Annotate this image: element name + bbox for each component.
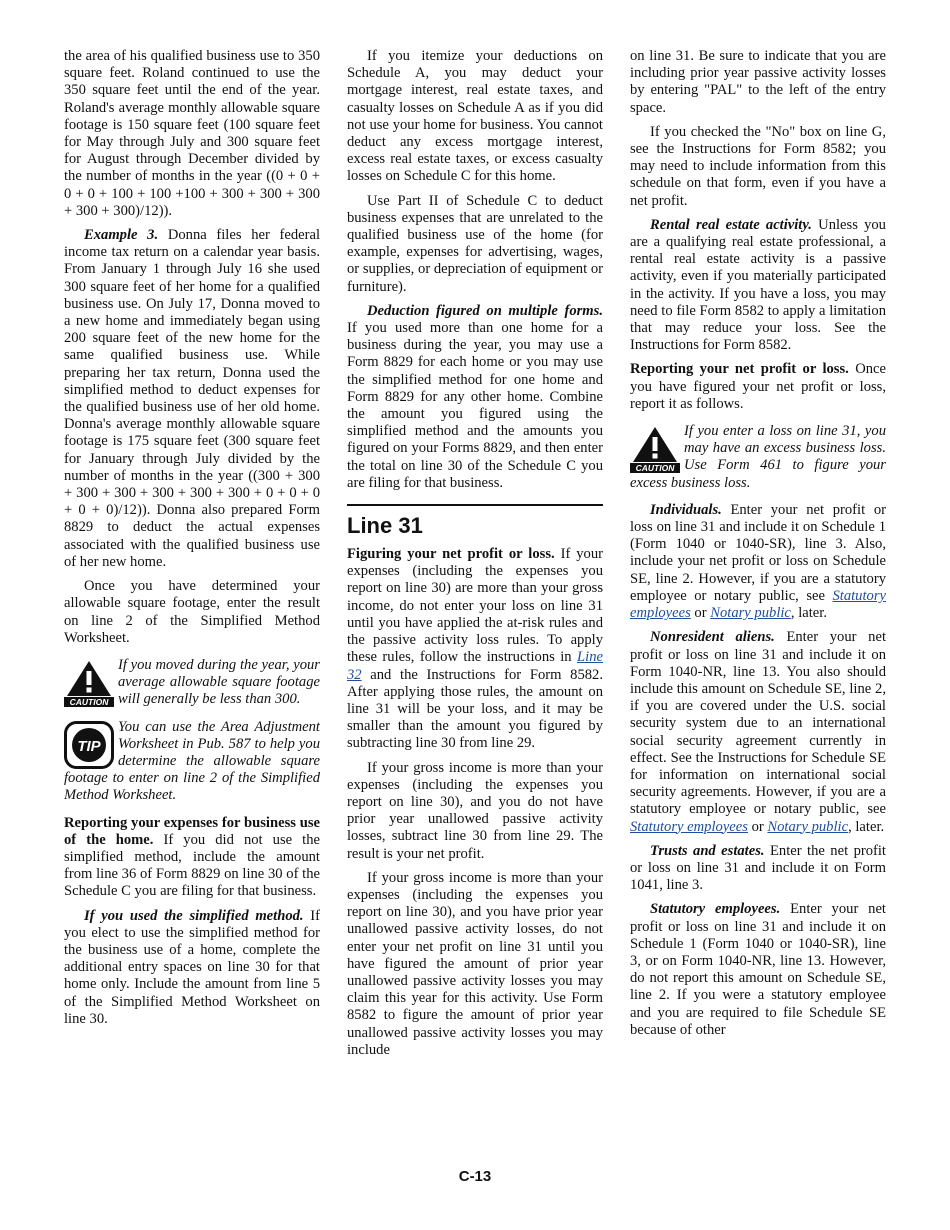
- caution-text: If you moved during the year, your average allowable square footage will generally be less than 300.: [118, 656, 320, 708]
- individuals-paragraph: Individuals. Enter your net profit or loss on line 31 and include it on Schedule 1 (Form 1040 or 1040-SR), line 3. Also, include your net profit or loss on Schedule SE, line 2. However, if you are a statutory employee or notary public, see Statutory employees or Notary public, later.: [630, 501, 886, 622]
- paragraph: If you itemize your deductions on Schedule A, you may deduct your mortgage interest, real estate taxes, and casualty losses on Schedule A as if you did not use your home for business. You cannot deduct any excess mortgage interest, excess real estate taxes, or excess casualty losses on Schedule C for this home.: [347, 48, 603, 185]
- statutory-employees-paragraph: Statutory employees. Enter your net profit or loss on line 31 and include it on Schedule 1 (Form 1040 or 1040-SR), line 3, or on Form 1040-NR, line 13. However, do not report this amount on Schedule SE, line 2. If you were a statutory employee and you are required to file Schedule SE because of other: [630, 901, 886, 1038]
- caution-note: [64, 657, 320, 709]
- statutory-employees-heading: Statutory employees.: [650, 901, 781, 918]
- caution-icon: [630, 425, 680, 473]
- caution-icon: [64, 659, 114, 707]
- column-1: [64, 48, 320, 1035]
- nonresident-aliens-paragraph: Nonresident aliens. Enter your net profit or loss on line 31 and include it on Form 1040-NR, line 13. You also should include this amount on Schedule SE, line 2, if you are covered under the U.S. social security system due to an international social security agreement currently in effect. See the Instructions for Schedule SE for information on international social security agreements. However, if you are a statutory employee or notary public, see Statutory employees or Notary public, later.: [630, 629, 886, 835]
- paragraph: on line 31. Be sure to indicate that you are including prior year passive activity losses by entering "PAL" to the left of the entry space.: [630, 48, 886, 116]
- notary-public-link[interactable]: Notary public: [710, 605, 791, 622]
- statutory-employees-link[interactable]: Statutory employees: [630, 587, 886, 622]
- nonresident-aliens-heading: Nonresident aliens.: [650, 629, 775, 646]
- caution-text: If you enter a loss on line 31, you may have an excess business loss. Use Form 461 to figure your excess business loss.: [630, 423, 886, 491]
- paragraph: Use Part II of Schedule C to deduct business expenses that are unrelated to the qualified business use of the home (for example, expenses for advertising, wages, or supplies, or depreciation of equipment or furniture).: [347, 192, 603, 295]
- tip-note: [64, 719, 320, 805]
- paragraph: If you checked the "No" box on line G, see the Instructions for Form 8582; you may need to include information from this schedule on that form, even if you have a net profit.: [630, 123, 886, 209]
- figuring-net-profit-paragraph: Figuring your net profit or loss. If your expenses (including the expenses you report on line 30) are more than your gross income, do not enter your loss on line 31 until you have applied the at-risk rules and the passive activity loss rules. To apply these rules, follow the instructions in Line 32 and the Instructions for Form 8582. After applying those rules, the amount on line 31 will be your loss, and it may be smaller than the amount you figured by subtracting line 30 from line 29.: [347, 546, 603, 752]
- rental-real-estate-heading: Rental real estate activity.: [650, 216, 812, 233]
- svg-text:CAUTION: CAUTION: [69, 696, 109, 707]
- caution-note: [630, 423, 886, 492]
- simplified-method-paragraph: If you used the simplified method. If you elect to use the simplified method for the business use of a home, complete the additional entry spaces on line 30 for that home only. Include the amount from line 5 of the Simplified Method Worksheet on line 30.: [64, 907, 320, 1027]
- rental-real-estate-paragraph: Rental real estate activity. Unless you are a qualifying real estate professional, a rental real estate activity is a passive activity, even if you materially participated in the activity. If you have a loss, you may need to file Form 8582 to apply a limitation that may reduce your loss. See the Instructions for Form 8582.: [630, 216, 886, 354]
- trusts-estates-heading: Trusts and estates.: [650, 842, 765, 859]
- section-title: Line 31: [347, 504, 603, 538]
- reporting-expenses-heading: Reporting your expenses for business use of the home.: [64, 814, 320, 848]
- column-3: [630, 48, 886, 1046]
- example-3-paragraph: Example 3. Donna files her federal income tax return on a calendar year basis. From January 1 through July 16 she used 300 square feet of her home for a qualified business use. On July 17, Donna moved to a new home and immediately began using 200 square feet of the new home for the same qualified business use. While preparing her tax return, Donna used the simplified method to deduct expenses for the qualified business use of her old home. Donna's average monthly allowable square footage is 175 square feet (300 square feet for January through July divided by the number of months in the year ((300 + 300 + 300 + 300 + 300 + 300 + 300 + 0 + 0 + 0 + 0 + 0)/12)). Donna also prepared Form 8829 to deduct the actual expenses associated with the qualified business use of her new home.: [64, 227, 321, 570]
- line-32-link[interactable]: Line 32: [347, 649, 603, 683]
- tip-icon: [64, 721, 114, 769]
- svg-text:CAUTION: CAUTION: [635, 463, 675, 474]
- notary-public-link[interactable]: Notary public: [767, 818, 849, 835]
- deduction-multiple-forms-paragraph: Deduction figured on multiple forms. If you used more than one home for a business during the year, you may use a Form 8829 for each home or you may use the simplified method for one home and Form 8829 for any other home. Combine the amount you figured using the simplified method and the amounts you figured on your Forms 8829, and then enter the total on line 30 of the Schedule C you are filing for that business.: [347, 302, 603, 491]
- figuring-net-profit-heading: Figuring your net profit or loss.: [347, 546, 555, 563]
- paragraph: Once you have determined your allowable square footage, enter the result on line 2 of the Simplified Method Worksheet.: [64, 578, 320, 646]
- column-2: [347, 48, 603, 1066]
- simplified-method-heading: If you used the simplified method.: [84, 907, 304, 924]
- tip-text: You can use the Area Adjustment Worksheet in Pub. 587 to help you determine the allowable square footage to enter on line 2 of the Simplified Method Worksheet.: [64, 718, 320, 804]
- paragraph: If your gross income is more than your expenses (including the expenses you report on line 30), and you have prior year unallowed passive activity losses, do not enter your net profit on line 31 until you have figured the amount of prior year unallowed passive activity losses you may claim this year for this activity. Use Form 8582 to figure the amount of prior year unallowed passive activity losses you may include: [347, 869, 603, 1058]
- svg-text:TIP: TIP: [77, 737, 101, 755]
- reporting-expenses-paragraph: Reporting your expenses for business use of the home. If you did not use the simplified method, include the amount from line 36 of Form 8829 on line 30 of the Schedule C you are filing for that business.: [64, 814, 320, 900]
- individuals-heading: Individuals.: [650, 501, 722, 518]
- paragraph: the area of his qualified business use to 350 square feet. Roland continued to use the 350 square feet until the end of the year. Roland's average monthly allowable square footage is 150 square feet (100 square feet for May through July and 300 square feet for August through December divided by the number of months in the year ((0 + 0 + 0 + 0 + 100 + 100 +100 + 300 + 300 + 300 + 300 + 300)/12)).: [64, 48, 320, 219]
- example-3-heading: Example 3.: [84, 227, 159, 244]
- reporting-net-profit-heading: Reporting your net profit or loss.: [630, 361, 849, 378]
- deduction-multiple-forms-heading: Deduction figured on multiple forms.: [367, 302, 603, 319]
- trusts-estates-paragraph: Trusts and estates. Enter the net profit or loss on line 31 and include it on Form 1041, line 3.: [630, 842, 886, 894]
- page-number: C-13: [458, 1168, 492, 1185]
- paragraph: If your gross income is more than your expenses (including the expenses you report on line 30), and you do not have prior year unallowed passive activity losses, subtract line 30 from line 29. The result is your net profit.: [347, 759, 603, 862]
- statutory-employees-link[interactable]: Statutory employees: [630, 818, 748, 835]
- reporting-net-profit-paragraph: Reporting your net profit or loss. Once you have figured your net profit or loss, report it as follows.: [630, 361, 886, 412]
